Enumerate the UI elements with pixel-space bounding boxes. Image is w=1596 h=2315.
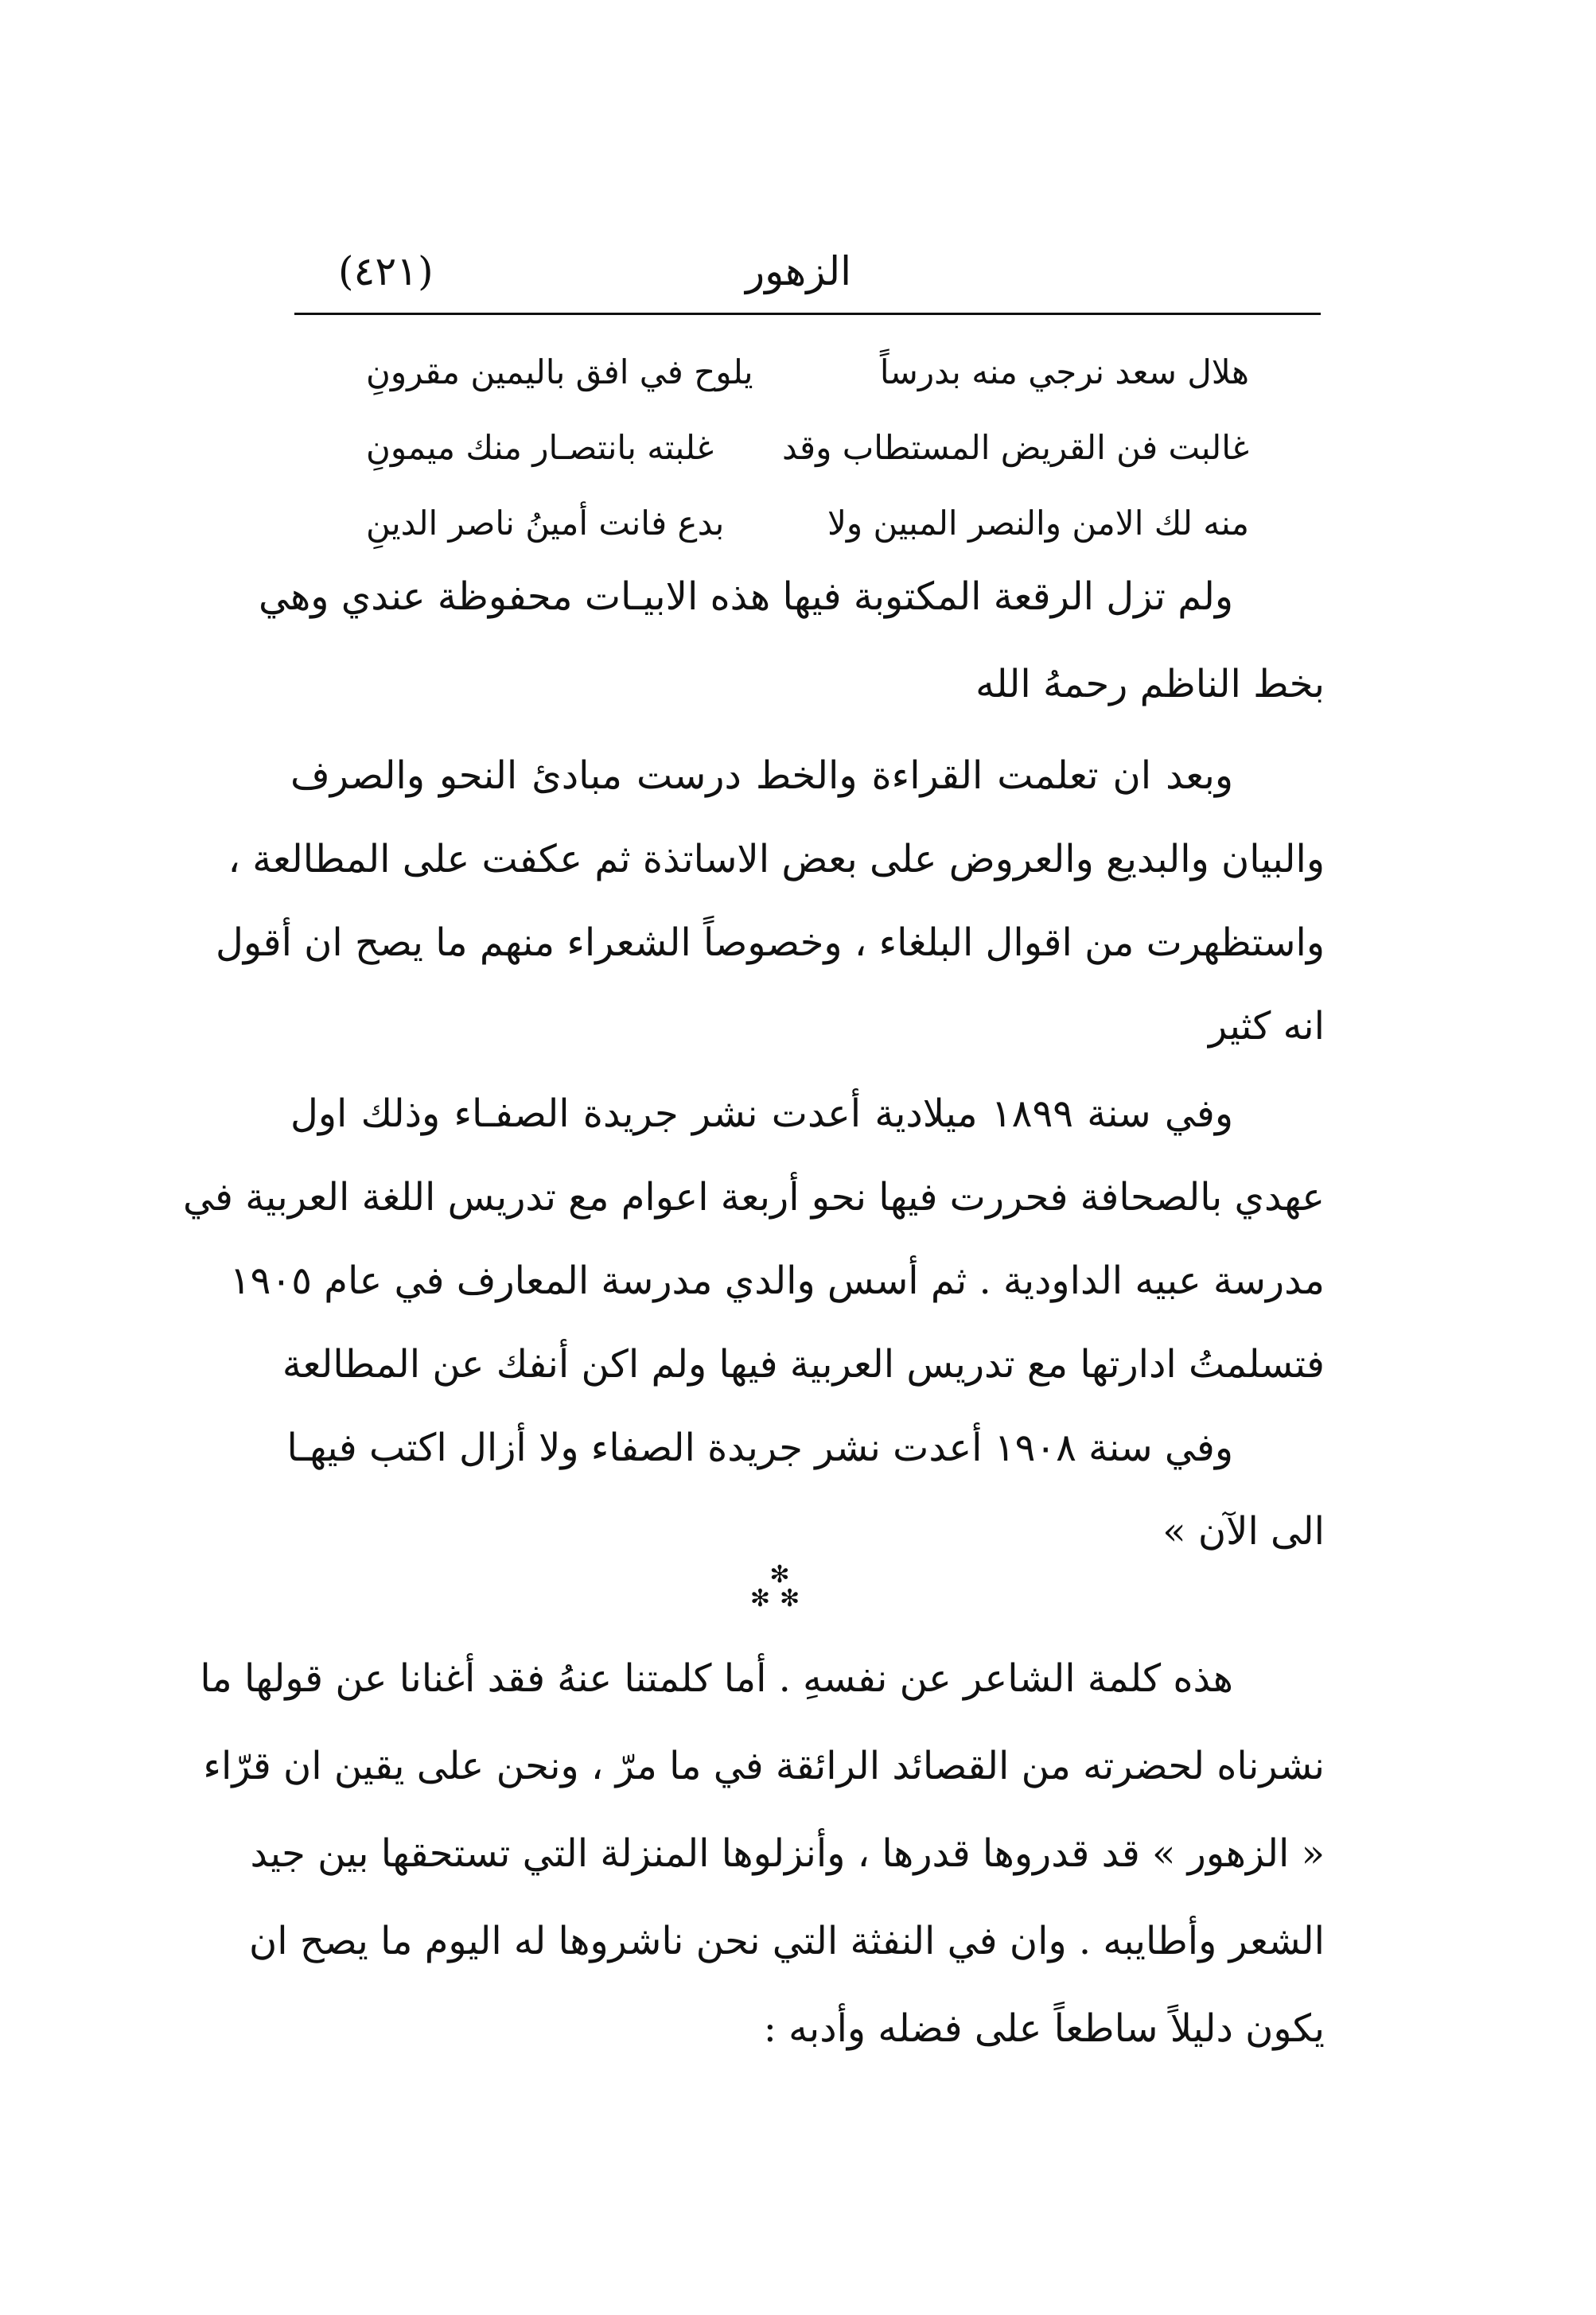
paragraph-line: واستظهرت من اقوال البلغاء ، وخصوصاً الشعراء منهم ما يصح ان أقول bbox=[215, 920, 1325, 965]
paragraph-line: يكون دليلاً ساطعاً على فضله وأدبه : bbox=[763, 2006, 1325, 2051]
verse-hemistich-second: يلوح في افق باليمين مقرونِ bbox=[366, 352, 753, 391]
header-rule bbox=[294, 313, 1321, 315]
paragraph-line: الى الآن » bbox=[1162, 1509, 1325, 1554]
section-ornament bbox=[740, 1563, 819, 1619]
verse-hemistich-second: غلبته بانتصـار منك ميمونِ bbox=[366, 428, 714, 467]
paragraph-line: انه كثير bbox=[1209, 1004, 1325, 1049]
paragraph-line: مدرسة عبيه الداودية . ثم أسس والدي مدرسة المعارف في عام ١٩٠٥ bbox=[229, 1259, 1325, 1303]
paragraph-line: « الزهور » قد قدروها قدرها ، وأنزلوها المنزلة التي تستحقها بين جيد bbox=[250, 1831, 1325, 1876]
ornament-top: ✻ bbox=[769, 1561, 790, 1589]
verse-hemistich-second: بدع فانت أمينُ ناصر الدينِ bbox=[366, 504, 725, 543]
paragraph-line: هذه كلمة الشاعر عن نفسهِ . أما كلمتنا عنهُ فقد أغنانا عن قولها ما bbox=[200, 1656, 1233, 1701]
paragraph-line: والبيان والبديع والعروض على بعض الاساتذة ثم عكفت على المطالعة ، bbox=[228, 837, 1325, 881]
paragraph-line: عهدي بالصحافة فحررت فيها نحو أربعة اعوام مع تدريس اللغة العربية في bbox=[182, 1175, 1325, 1220]
verse-hemistich-first: هلال سعد نرجي منه بدرساً bbox=[879, 352, 1249, 391]
paragraph-line: الشعر وأطايبه . وان في النفثة التي نحن ناشروها له اليوم ما يصح ان bbox=[249, 1919, 1325, 1963]
page-header bbox=[294, 239, 1321, 310]
verse-3 bbox=[350, 489, 1249, 561]
verse-hemistich-first: غالبت فن القريض المستطاب وقد bbox=[781, 428, 1249, 467]
page-number: (٤٢١) bbox=[338, 248, 434, 294]
paragraph-line: ولم تزل الرقعة المكتوبة فيها هذه الابيـات محفوظة عندي وهي bbox=[258, 574, 1233, 619]
paragraph-line: نشرناه لحضرته من القصائد الرائقة في ما مرّ ، ونحن على يقين ان قرّاء bbox=[203, 1744, 1325, 1788]
verse-1 bbox=[350, 338, 1249, 410]
verse-2 bbox=[350, 414, 1249, 485]
paragraph-line: بخط الناظم رحمهُ الله bbox=[975, 662, 1325, 706]
verse-hemistich-first: منه لك الامن والنصر المبين ولا bbox=[827, 504, 1249, 543]
paragraph-line: وفي سنة ١٩٠٨ أعدت نشر جريدة الصفاء ولا أزال اكتب فيهـا bbox=[286, 1426, 1233, 1470]
running-title: الزهور bbox=[745, 248, 851, 294]
paragraph-line: فتسلمتُ ادارتها مع تدريس العربية فيها ولم اكن أنفك عن المطالعة bbox=[282, 1342, 1325, 1387]
paragraph-line: وفي سنة ١٨٩٩ ميلادية أعدت نشر جريدة الصفـاء وذلك اول bbox=[290, 1091, 1234, 1136]
paragraph-line: وبعد ان تعلمت القراءة والخط درست مبادئ النحو والصرف bbox=[290, 753, 1233, 798]
ornament-bottom: ✻✻ bbox=[749, 1585, 810, 1613]
